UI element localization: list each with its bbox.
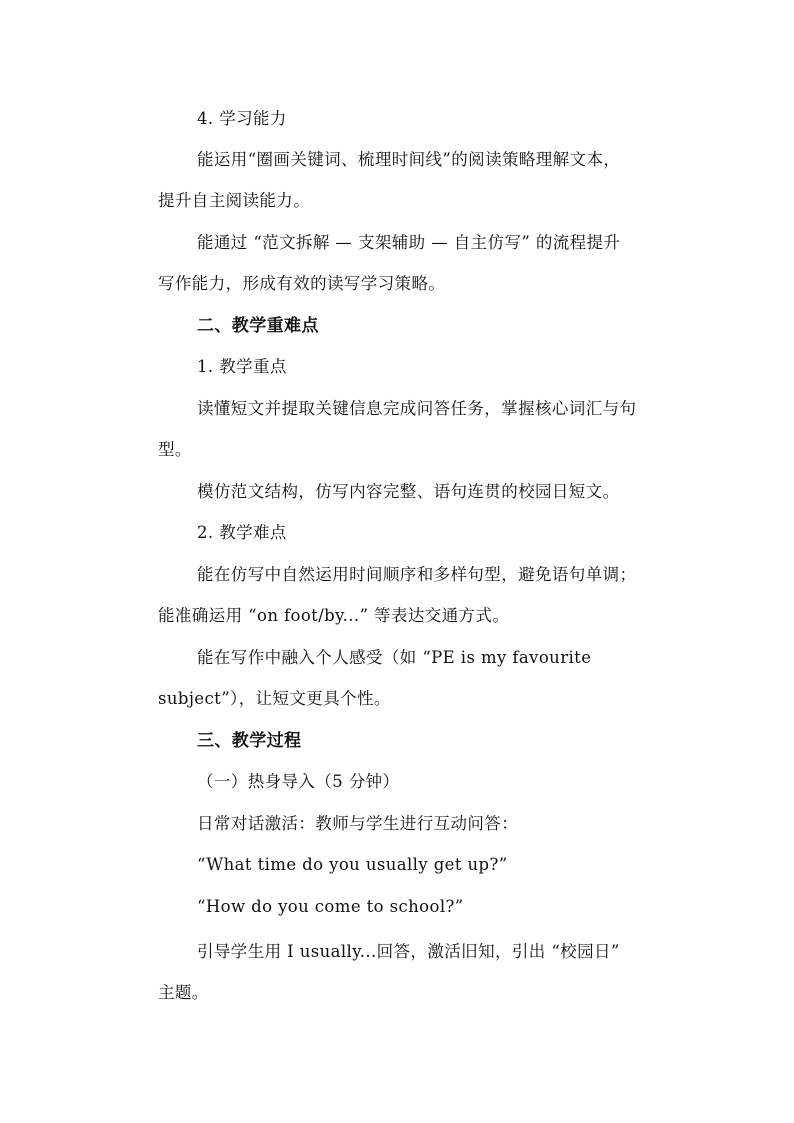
paragraph-line: 能运用“圈画关键词、梳理时间线”的阅读策略理解文本， bbox=[197, 150, 621, 169]
subsection-heading-focus: 1. 教学重点 bbox=[197, 357, 287, 376]
paragraph-line: 能通过 “范文拆解 — 支架辅助 — 自主仿写” 的流程提升 bbox=[197, 233, 621, 252]
subsection-heading-warmup: （一）热身导入（5 分钟） bbox=[197, 772, 400, 791]
paragraph-line: 提升自主阅读能力。 bbox=[158, 191, 311, 210]
paragraph-line: 能准确运用 “on foot/by...” 等表达交通方式。 bbox=[158, 606, 510, 625]
dialogue-question: “How do you come to school?” bbox=[197, 897, 464, 916]
dialogue-question: “What time do you usually get up?” bbox=[197, 855, 508, 874]
section-heading-process: 三、教学过程 bbox=[197, 731, 302, 751]
paragraph-line: 写作能力，形成有效的读写学习策略。 bbox=[158, 274, 446, 293]
paragraph-line: 模仿范文结构，仿写内容完整、语句连贯的校园日短文。 bbox=[197, 482, 620, 501]
paragraph-line: subject”），让短文更具个性。 bbox=[158, 689, 391, 708]
section-item-learning-ability: 4. 学习能力 bbox=[197, 109, 287, 128]
section-heading-key-points: 二、教学重难点 bbox=[197, 316, 319, 336]
paragraph-line: 能在仿写中自然运用时间顺序和多样句型，避免语句单调； bbox=[197, 565, 637, 584]
paragraph-line: 日常对话激活：教师与学生进行互动问答： bbox=[197, 814, 519, 833]
paragraph-line: 主题。 bbox=[158, 983, 209, 1002]
paragraph-line: 读懂短文并提取关键信息完成问答任务，掌握核心词汇与句 bbox=[197, 399, 637, 418]
subsection-heading-difficulty: 2. 教学难点 bbox=[197, 523, 287, 542]
paragraph-line: 引导学生用 I usually...回答，激活旧知，引出 “校园日” bbox=[197, 942, 620, 961]
paragraph-line: 型。 bbox=[158, 440, 192, 459]
paragraph-line: 能在写作中融入个人感受（如 “PE is my favourite bbox=[197, 648, 592, 667]
